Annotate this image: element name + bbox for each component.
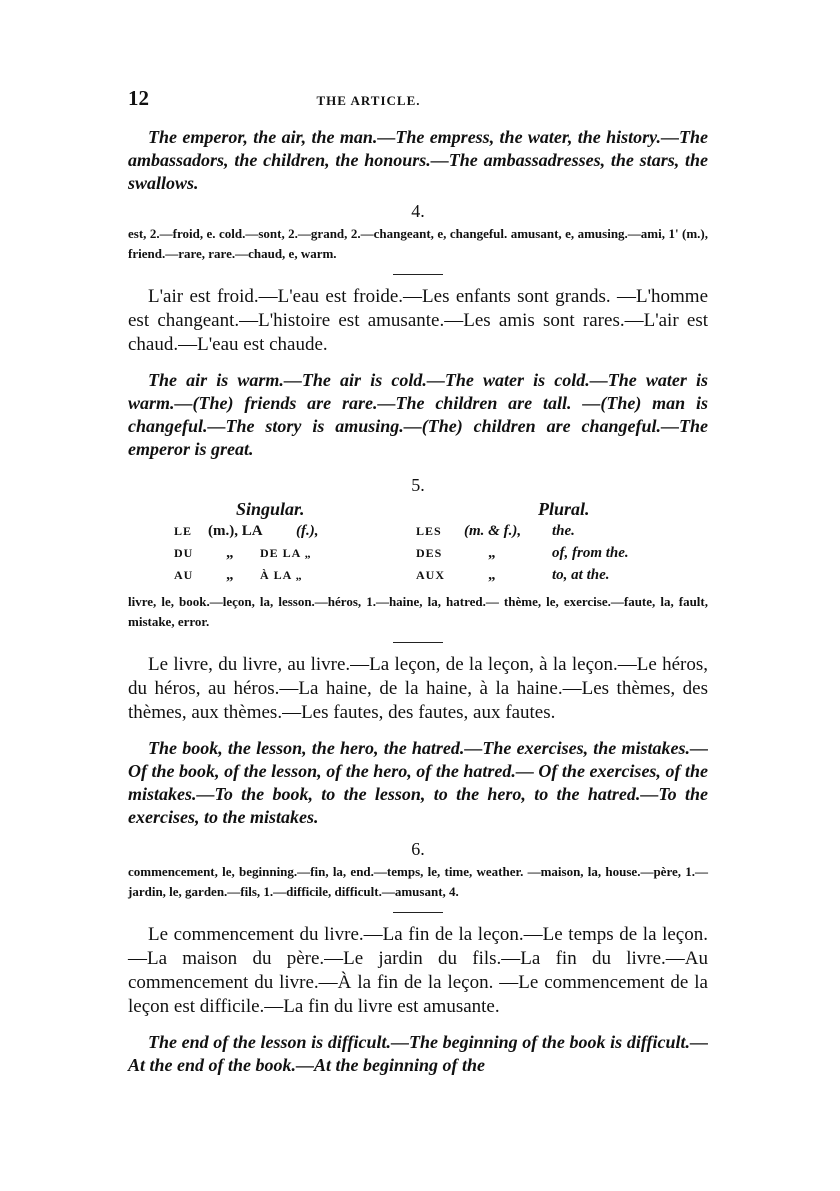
table-cell: „ <box>226 567 234 583</box>
table-row <box>128 564 708 586</box>
exercise-6-french: Le commencement du livre.—La fin de la leçon.—Le temps de la leçon.—La maison du père.—Le jardin du fils.—La fin du livre.—Au commencement du livre.—À la fin de la leçon. —Le commencement de la leçon est difficile.—La fin du livre est amusante. <box>128 924 708 1017</box>
exercise-6-number: 6. <box>411 839 425 859</box>
table-cell: „ <box>488 545 496 561</box>
table-cell: DE LA „ <box>260 546 312 560</box>
table-cell: À LA „ <box>260 568 303 582</box>
exercise-6-english: The end of the lesson is difficult.—The beginning of the book is difficult.—At the end of the book.—At the beginning of the <box>128 1032 708 1075</box>
table-cell: LE <box>174 524 193 538</box>
exercise-4-vocabulary: est, 2.—froid, e. cold.—sont, 2.—grand, 2.—changeant, e, changeful. amusant, e, amusing.—ami, 1' (m.), friend.—rare, rare.—chaud, e, warm. <box>128 226 708 261</box>
table-cell: AU <box>174 568 194 582</box>
divider <box>393 274 443 275</box>
table-cell: to, at the. <box>552 567 610 583</box>
exercise-5-vocabulary: livre, le, book.—leçon, la, lesson.—héros, 1.—haine, la, hatred.— thème, le, exercise.—faute, la, fault, mistake, error. <box>128 594 708 629</box>
exercise-4-number: 4. <box>411 201 425 221</box>
table-cell: the. <box>552 523 575 539</box>
exercise-4-french: L'air est froid.—L'eau est froide.—Les enfants sont grands. —L'homme est changeant.—L'histoire est amusante.—Les amis sont rares.—L'air est chaud.—L'eau est chaude. <box>128 286 708 355</box>
table-cell: (m.), LA <box>208 523 263 539</box>
table-cell: (m. & f.), <box>464 523 522 539</box>
exercise-5-english: The book, the lesson, the hero, the hatred.—The exercises, the mistakes.—Of the book, of the lesson, of the hero, of the hatred.— Of the exercises, of the mistakes.—To the book, to the lesson, to the hero, to the hatred.—To the exercises, to the mistakes. <box>128 738 708 827</box>
page-header <box>128 86 708 116</box>
table-cell: (f.), <box>296 523 319 539</box>
table-cell: DU <box>174 546 194 560</box>
table-cell: of, from the. <box>552 545 629 561</box>
exercise-4-english: The air is warm.—The air is cold.—The water is cold.—The water is warm.—(The) friends are rare.—The children are tall. —(The) man is changeful.—The story is amusing.—(The) children are changeful.—The emperor is great. <box>128 370 708 459</box>
article-table <box>128 498 708 586</box>
page <box>128 86 708 1077</box>
page-number: 12 <box>128 86 149 110</box>
table-cell: AUX <box>416 568 445 582</box>
table-cell: „ <box>226 545 234 561</box>
table-row <box>128 520 708 542</box>
table-cell: „ <box>488 567 496 583</box>
article-table-header <box>128 498 708 520</box>
plural-header: Plural. <box>538 499 590 519</box>
exercise-3-english: The emperor, the air, the man.—The empress, the water, the history.—The ambassadors, the children, the honours.—The ambassadresses, the stars, the swallows. <box>128 127 708 193</box>
exercise-5-number: 5. <box>411 475 425 495</box>
divider <box>393 912 443 913</box>
singular-header: Singular. <box>236 499 305 519</box>
table-row <box>128 542 708 564</box>
exercise-6-vocabulary: commencement, le, beginning.—fin, la, end.—temps, le, time, weather. —maison, la, house.—père, 1.—jardin, le, garden.—fils, 1.—difficile, difficult.—amusant, 4. <box>128 864 708 899</box>
exercise-5-french: Le livre, du livre, au livre.—La leçon, de la leçon, à la leçon.—Le héros, du héros, au héros.—La haine, de la haine, à la haine.—Les thèmes, des thèmes, aux thèmes.—Les fautes, des fautes, aux fautes. <box>128 654 708 723</box>
table-cell: DES <box>416 546 443 560</box>
divider <box>393 642 443 643</box>
table-cell: LES <box>416 524 442 538</box>
running-title: THE ARTICLE. <box>316 93 421 108</box>
